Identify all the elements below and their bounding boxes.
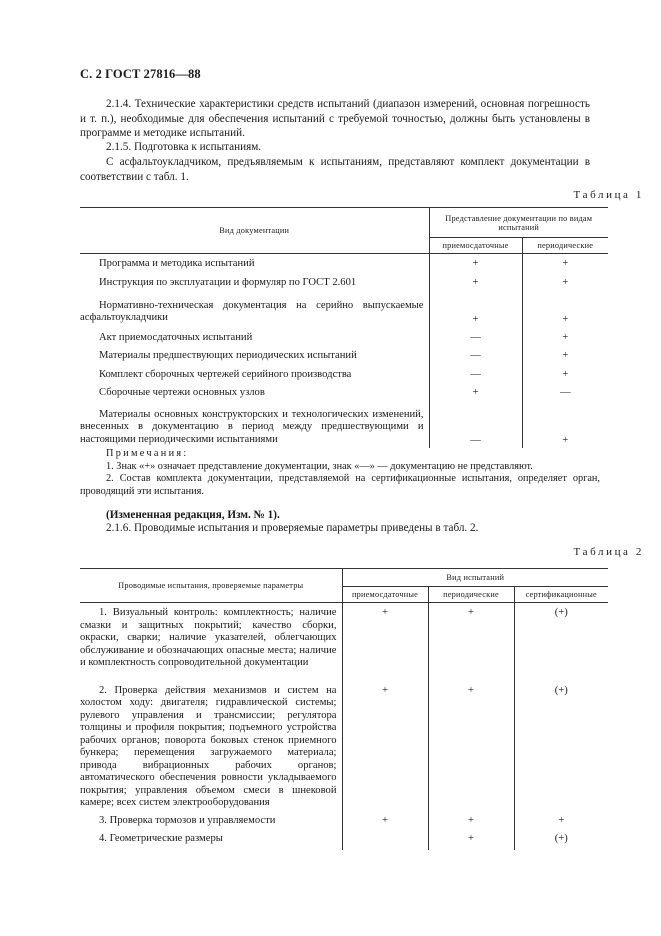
table-row: Акт приемосдаточных испытаний — + (80, 327, 608, 347)
table-row: Материалы основных конструкторских и технологических изменений, внесенных в документацию в период между предшествующими и настоящими периодическими испытаниями — + (80, 403, 608, 448)
table2-header-param: Проводимые испытания, проверяемые параметры (80, 569, 342, 603)
table1-header-b: периодические (522, 238, 608, 254)
note-2: 2. Состав комплекта документации, представляемой на сертификационные испытания, определяет орган, проводящий эти испытания. (80, 473, 600, 497)
table1 (80, 207, 608, 448)
table-row: Комплект сборочных чертежей серийного производства — + (80, 366, 608, 384)
table1-header-doc: Вид документации (80, 208, 429, 254)
page-header: С. 2 ГОСТ 27816—88 (80, 67, 201, 81)
table-row: Инструкция по эксплуатации и формуляр по ГОСТ 2.601 + + (80, 274, 608, 295)
table1-caption: Таблица 1 (573, 189, 644, 201)
paragraph-documentation: С асфальтоукладчиком, предъявляемым к испытаниям, представляют комплект документации в соответствии с табл. 1. (80, 156, 590, 183)
table-row: Программа и методика испытаний + + (80, 254, 608, 274)
note-1: 1. Знак «+» означает представление документации, знак «—» — документацию не представляют. (106, 461, 533, 472)
table-row: Материалы предшествующих периодических испытаний — + (80, 347, 608, 366)
table1-header-a: приемосдаточные (429, 238, 522, 254)
table2 (80, 568, 608, 850)
table-row: Нормативно-техническая документация на серийно выпускаемые асфальтоукладчики + + (80, 295, 608, 327)
edit-note: (Измененная редакция, Изм. № 1). (106, 509, 280, 521)
paragraph-2-1-4: 2.1.4. Технические характеристики средств испытаний (диапазон измерений, основная погрешность и т. п.), необходимые для обеспечения испытаний с требуемой точностью, должны быть установлены в программе и методике испытаний. (80, 98, 590, 139)
table2-header-group: Вид испытаний (342, 569, 608, 587)
table2-header-c: сертификационные (514, 587, 608, 603)
table2-caption: Таблица 2 (573, 546, 644, 558)
table2-header-b: периодические (428, 587, 514, 603)
paragraph-2-1-5: 2.1.5. Подготовка к испытаниям. (106, 141, 262, 153)
table1-header-group: Представление документации по видам испытаний (429, 208, 608, 238)
table-row: 2. Проверка действия механизмов и систем на холостом ходу: двигателя; гидравлической системы; рулевого управления и трансмиссии; регулятора толщины и профиля покрытия; подъемного устройства рабочих органов; поворота боковых стенок приемного бункера; перемещения загружаемого материала; привода вибрационных рабочих органов; автоматического обеспечения ровности укладываемого покрытия; управления объемом смеси в шнековой камере; всех систем электрооборудования + + (+) (80, 683, 608, 810)
paragraph-2-1-6: 2.1.6. Проводимые испытания и проверяемые параметры приведены в табл. 2. (106, 522, 479, 534)
table-row: 3. Проверка тормозов и управляемости + + + (80, 810, 608, 830)
table-row: Сборочные чертежи основных узлов + — (80, 384, 608, 403)
table2-header-a: приемосдаточные (342, 587, 428, 603)
table-row: 4. Геометрические размеры + (+) (80, 830, 608, 850)
notes-title: Примечания: (106, 448, 189, 459)
table-row: 1. Визуальный контроль: комплектность; наличие смазки и защитных покрытий; качество сборки, окраски, сварки; наличие указателей, облегчающих обслуживание и обозначающих опасные места; наличие и комплектность сопроводительной документации + + (+) (80, 603, 608, 683)
